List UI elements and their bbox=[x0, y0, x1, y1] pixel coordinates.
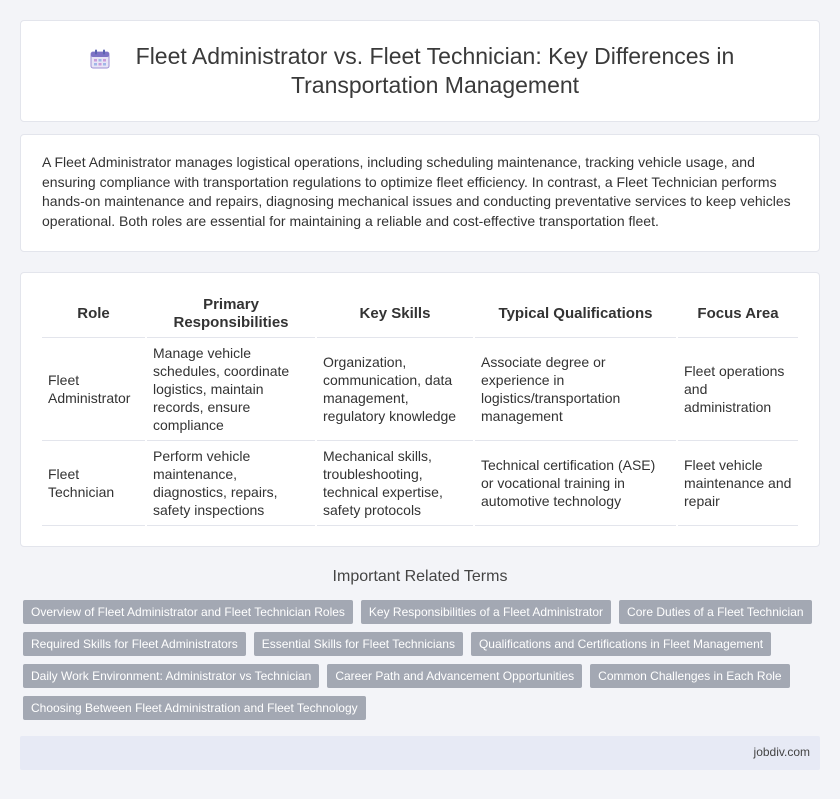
related-terms-title: Important Related Terms bbox=[332, 568, 508, 585]
related-term-tag[interactable]: Choosing Between Fleet Administration and Fleet Technology bbox=[23, 696, 366, 720]
table-header-row bbox=[42, 291, 798, 337]
related-term-tag[interactable]: Career Path and Advancement Opportunities bbox=[327, 664, 582, 688]
footer-site-link[interactable]: jobdiv.com bbox=[753, 745, 810, 759]
calendar-icon bbox=[89, 48, 111, 70]
comparison-table-card bbox=[20, 272, 820, 547]
related-term-tag[interactable]: Overview of Fleet Administrator and Fleet Technician Roles bbox=[23, 600, 353, 624]
table-cell: Organization, communication, data management, regulatory knowledge bbox=[316, 337, 474, 440]
table-cell: Fleet vehicle maintenance and repair bbox=[677, 440, 798, 525]
title-card bbox=[20, 20, 820, 122]
intro-text: A Fleet Administrator manages logistical operations, including scheduling maintenance, tracking vehicle usage, and ensuring compliance with transportation regulations to optimize fleet efficiency. In contrast, a Fleet Technician performs hands-on maintenance and repairs, diagnosing mechanical issues and conducting preventative services to keep vehicles operational. Both roles are essential for maintaining a reliable and cost-effective transportation fleet. bbox=[42, 154, 791, 229]
related-term-tag[interactable]: Daily Work Environment: Administrator vs Technician bbox=[23, 664, 319, 688]
comparison-table bbox=[42, 291, 798, 526]
related-term-tag[interactable]: Required Skills for Fleet Administrators bbox=[23, 632, 246, 656]
table-cell: Perform vehicle maintenance, diagnostics, repairs, safety inspections bbox=[146, 440, 316, 525]
footer bbox=[20, 736, 820, 770]
header-focus: Focus Area bbox=[677, 291, 798, 337]
table-cell: Fleet Technician bbox=[42, 440, 146, 525]
table-cell: Fleet operations and administration bbox=[677, 337, 798, 440]
intro-card bbox=[20, 134, 820, 252]
header-role: Role bbox=[42, 291, 146, 337]
title-wrap bbox=[21, 21, 819, 121]
related-term-tag[interactable]: Core Duties of a Fleet Technician bbox=[619, 600, 812, 624]
related-terms-list bbox=[23, 600, 823, 720]
table-cell: Mechanical skills, troubleshooting, technical expertise, safety protocols bbox=[316, 440, 474, 525]
related-term-tag[interactable]: Common Challenges in Each Role bbox=[590, 664, 789, 688]
table-cell: Manage vehicle schedules, coordinate logistics, maintain records, ensure compliance bbox=[146, 337, 316, 440]
table-cell: Technical certification (ASE) or vocational training in automotive technology bbox=[474, 440, 677, 525]
table-row bbox=[42, 440, 798, 525]
header-responsibilities: Primary Responsibilities bbox=[146, 291, 316, 337]
page-title: Fleet Administrator vs. Fleet Technician: Key Differences in Transportation Management bbox=[135, 43, 735, 98]
related-term-tag[interactable]: Essential Skills for Fleet Technicians bbox=[254, 632, 463, 656]
related-term-tag[interactable]: Key Responsibilities of a Fleet Administrator bbox=[361, 600, 611, 624]
table-cell: Fleet Administrator bbox=[42, 337, 146, 440]
related-term-tag[interactable]: Qualifications and Certifications in Fleet Management bbox=[471, 632, 771, 656]
header-qualifications: Typical Qualifications bbox=[474, 291, 677, 337]
header-skills: Key Skills bbox=[316, 291, 474, 337]
table-cell: Associate degree or experience in logistics/transportation management bbox=[474, 337, 677, 440]
table-row bbox=[42, 337, 798, 440]
